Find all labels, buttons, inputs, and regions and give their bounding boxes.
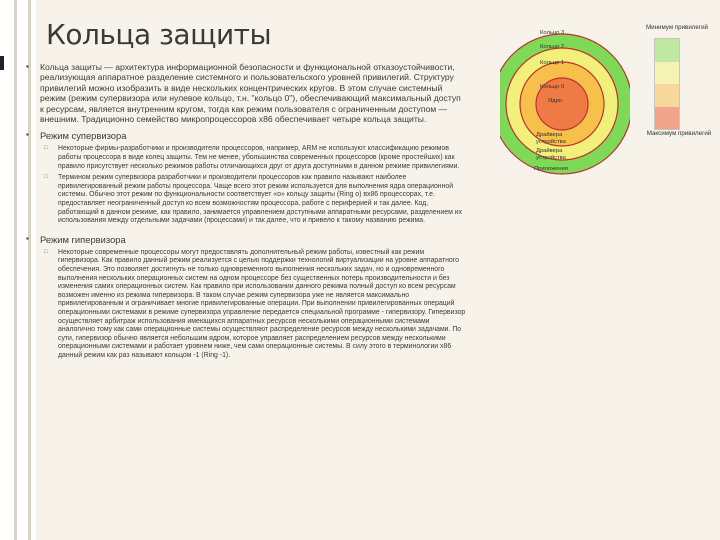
drivers-1-label: Драйвера устройства [536,132,566,145]
core-label: Ядро [548,98,563,104]
ring-1-label: Кольцо 1 [540,60,565,66]
hypervisor-item [26,249,466,361]
legend-segment [655,107,679,130]
legend-segment [655,39,679,62]
privilege-legend [654,38,680,130]
intro-bullet [26,62,466,124]
supervisor-heading: ▪ Режим супервизора [40,130,127,142]
supervisor-section [26,130,466,141]
ring-0-label: Кольцо 0 [540,84,565,90]
legend-max-label: Максимум привилегий [646,130,712,137]
apps-label: Приложения [534,166,568,172]
hypervisor-heading: ▪ Режим гипервизора [40,233,126,245]
hypervisor-item-text: □ Некоторые современные процессоры могут предоставлять дополнительный режим работы, известный как режим гипервизора. Как правило данный режим реализуется с целью поддержки технологий виртуализации на уровне аппаратного обеспечения. Это позволяет достигнуть не только одновременного выполнения нескольких задач, но и одновременного выполнения нескольких операционных систем на одном процессоре без существенных потерь производительности и без изменения самих операционных систем. Как правило при использовании данного режима полный доступ ко всем ресурсам возможен именно из режима гипервизора. В таком случае режим супервизора уже не является максимально привилегированным и ограничивает многие привилегированные операции. При выполнении привилегированных операций операционными системами в режиме супервизора управление передается специальной программе - гипервизору. Гипервизор осуществляет арбитраж использования имеющихся аппаратных ресурсов несколькими операционными системами аналогично тому как сами операционные системы осуществляют распределение ресурсов между несколькими задачами. По сути, гипервизор обычно является небольшим ядром, которое управляет распределением ресурсов между несколькими операционными системами и работает уровнем ниже, чем сами операционные системы. В силу этого в терминологии x86 данный режим как раз называют кольцом -1 (Ring -1). [58,248,466,359]
supervisor-item [26,174,466,226]
slide-title: Кольца защиты [46,18,272,51]
intro-text: ▪ Кольца защиты — архитектура информационной безопасности и функциональной отказоустойчивости, реализующая аппаратное разделение системного и пользовательского уровней привилегий. Структуру привилегий можно изобразить в виде нескольких концентрических кругов. В этом случае системный режим (режим супервизора или нулевое кольцо, т.н. "кольцо 0"), обеспечивающий максимальный доступ к ресурсам, является внутренним кругом, тогда как режим пользователя с ограниченным доступом — внешним. Традиционно семейство микропроцессоров x86 обеспечивает четыре кольца защиты. [40,62,461,125]
drivers-2-label: Драйвера устройства [536,148,566,161]
legend-segment [655,84,679,107]
ring-3-label: Кольцо 3 [540,30,565,36]
stripe-bar [14,0,17,540]
slide-marker [0,56,4,70]
legend-min-label: Минимум привилегий [645,24,709,31]
legend-segment [655,62,679,85]
supervisor-item-text: □ Термином режим супервизора разработчики и производители процессоров как правило называют наиболее привилегированный режим работы процессора. Чаще всего этот режим используется для выполнения ядра операционной системы. Обычно этот режим по функциональности соответствует «о» кольцу защиты (Ring o) вx86 процессорах, т.е. предоставляет неограниченный доступ ко всем возможностям процессора, работе с периферией и так далее. Код, работающий в данном режиме, как правило, занимается управлением доступными аппаратными ресурсами, разделением их использования между отдельными задачами (процессами) и так далее, что и привело к такому названию режима. [58,174,463,225]
slide-content [26,62,466,361]
hypervisor-section [26,234,466,245]
ring-2-label: Кольцо 2 [540,44,565,50]
supervisor-item [26,145,466,171]
supervisor-item-text: □ Некоторые фирмы-разработчики и производители процессоров, например, ARM не используют классификацию режимов работы процессора в виде колец защиты. Тем не менее, убольшинства современных процессоров (кроме простейших) как правило присутствует несколько режимов работы отличающихся друг от друга доступными в данном режиме привилегиями. [58,145,460,170]
